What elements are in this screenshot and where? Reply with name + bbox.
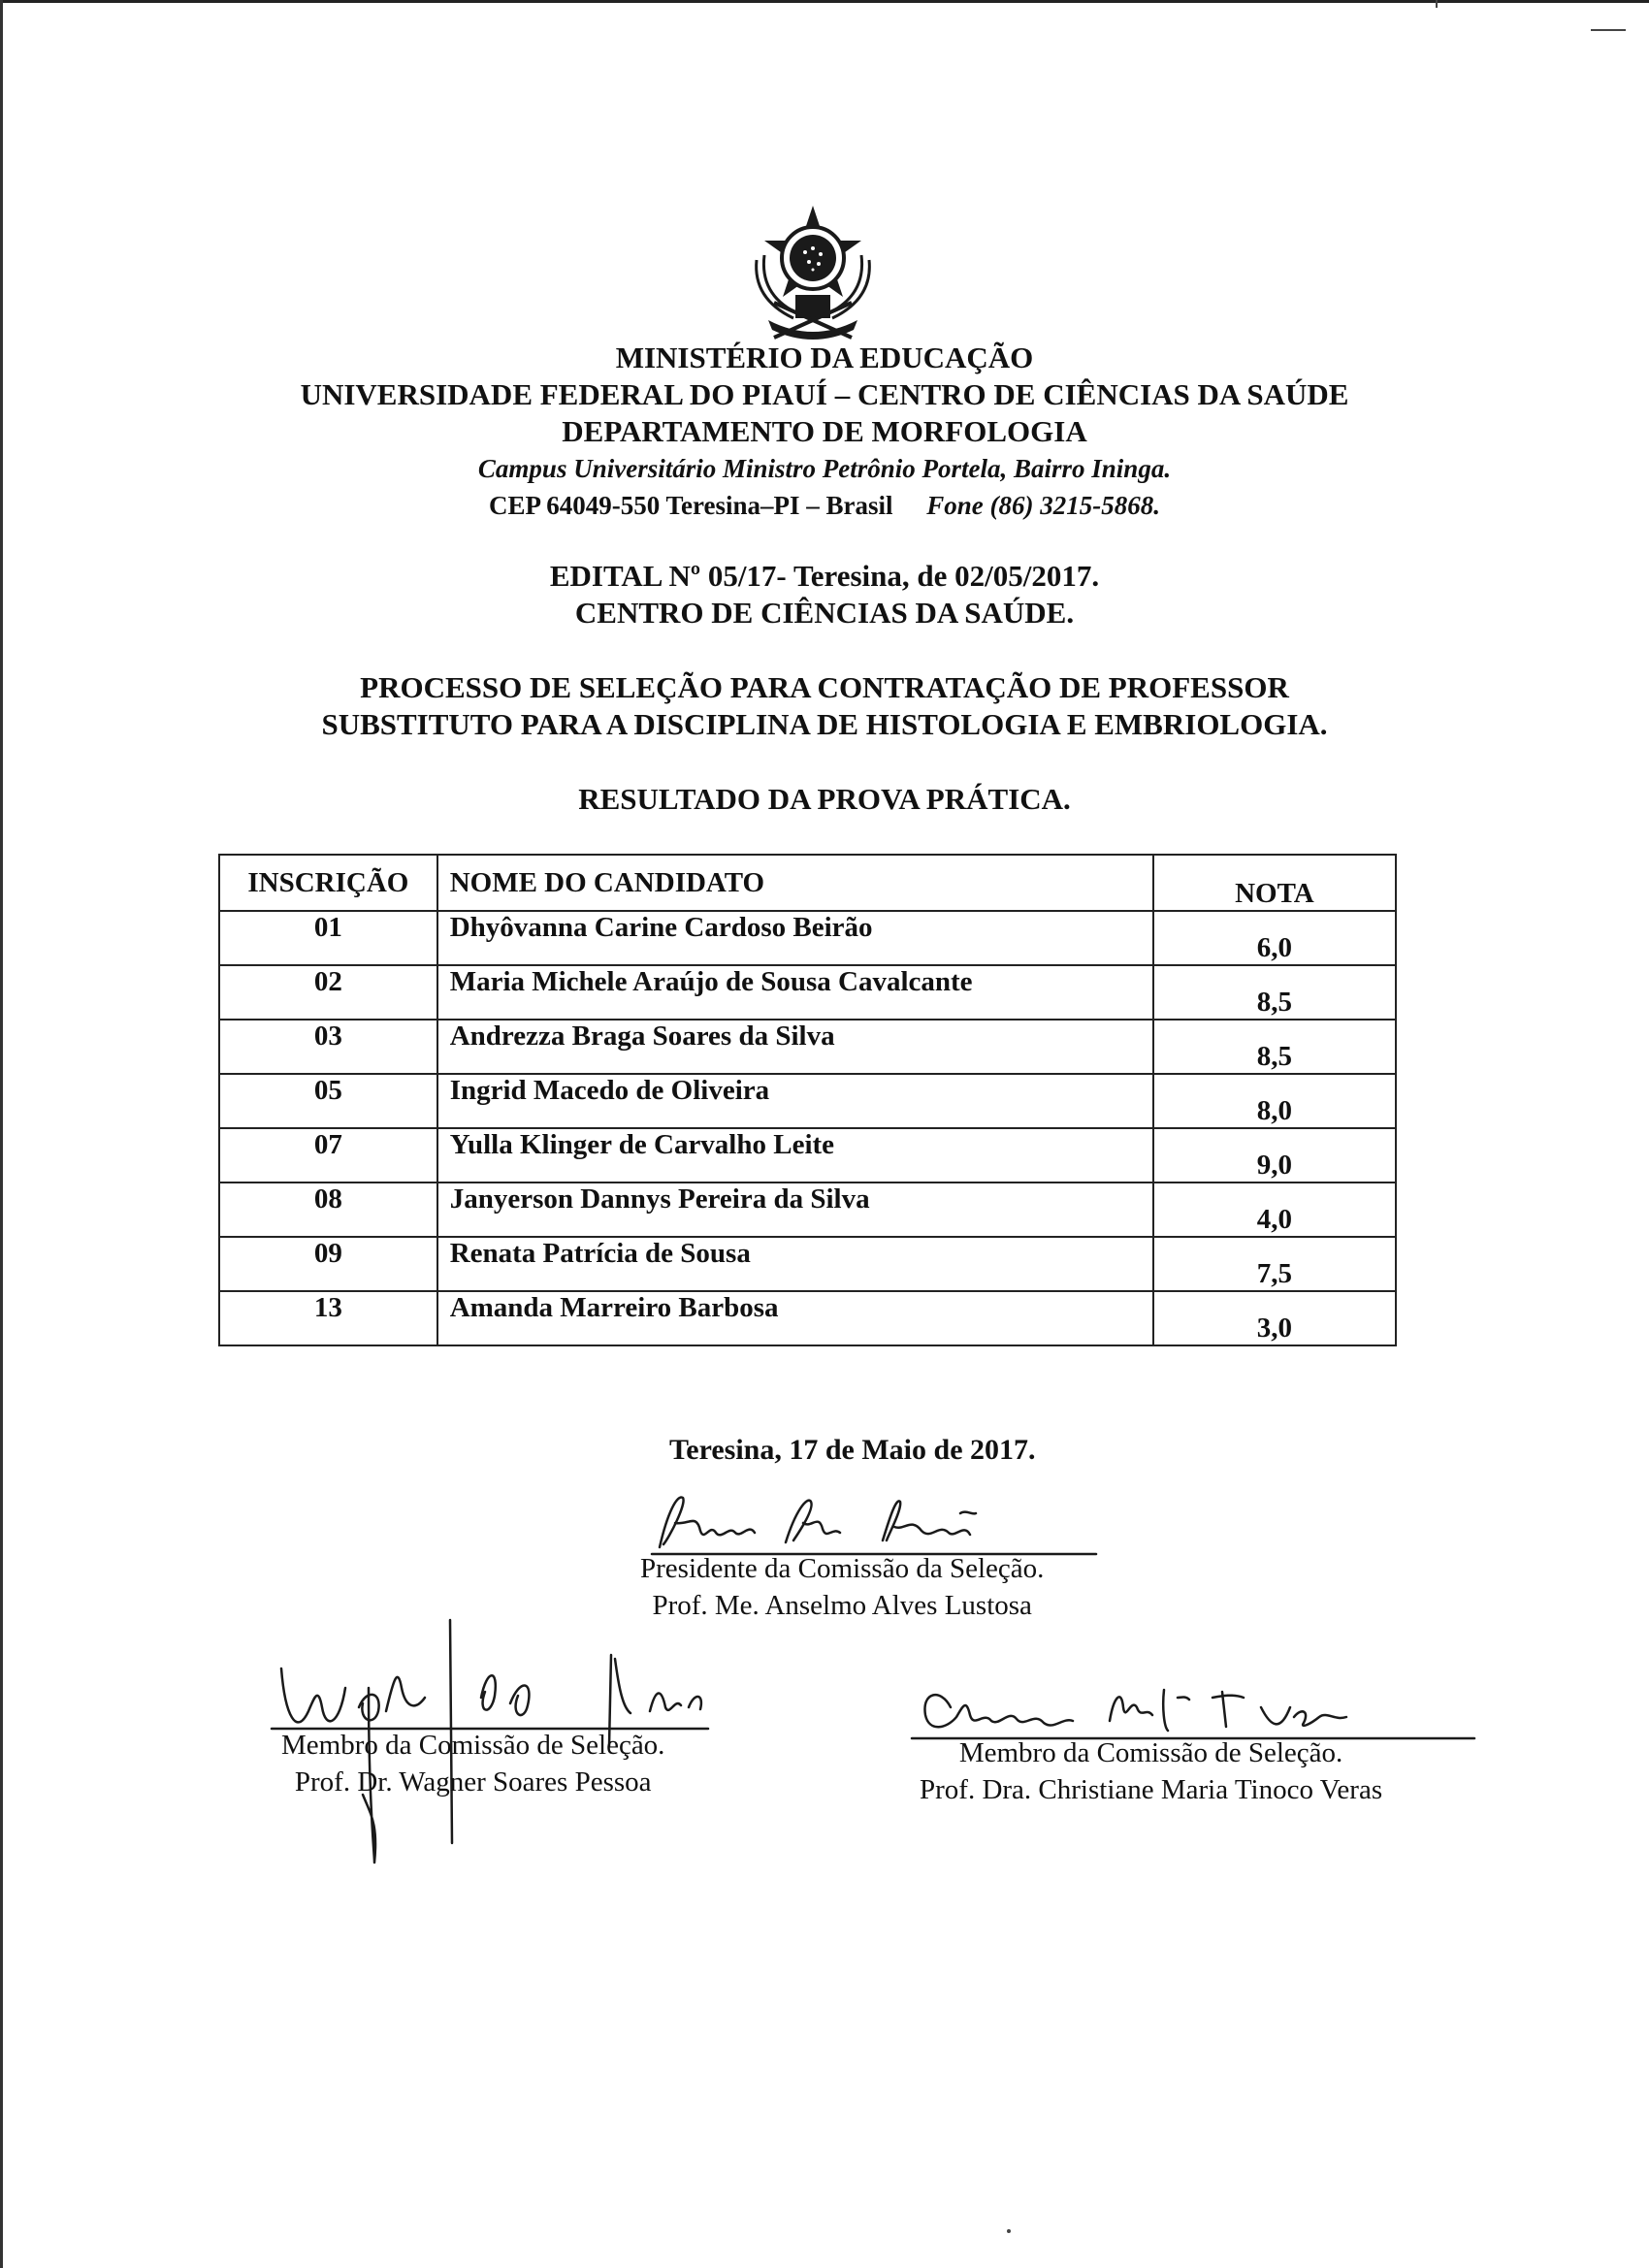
member-right-signature-block <box>920 1734 1382 1808</box>
cell-nome: Yulla Klinger de Carvalho Leite <box>437 1128 1153 1183</box>
cell-nota: 4,0 <box>1153 1183 1396 1237</box>
president-role: Presidente da Comissão da Seleção. <box>640 1553 1045 1584</box>
cell-nota: 8,5 <box>1153 965 1396 1020</box>
table-row <box>219 1020 1396 1074</box>
cell-nota: 8,5 <box>1153 1020 1396 1074</box>
cell-nota: 7,5 <box>1153 1237 1396 1291</box>
phone-number: Fone (86) 3215-5868. <box>926 491 1161 520</box>
ministry-title: MINISTÉRIO DA EDUCAÇÃO <box>615 340 1034 374</box>
cell-inscricao: 09 <box>219 1237 437 1291</box>
table-row <box>219 1128 1396 1183</box>
results-table <box>218 854 1397 1346</box>
campus-address: Campus Universitário Ministro Petrônio Portela, Bairro Ininga. <box>477 454 1172 483</box>
cell-inscricao: 13 <box>219 1291 437 1345</box>
cell-nome: Andrezza Braga Soares da Silva <box>437 1020 1153 1074</box>
cell-nota: 6,0 <box>1153 911 1396 965</box>
president-name: Prof. Me. Anselmo Alves Lustosa <box>652 1590 1032 1621</box>
cell-nota: 3,0 <box>1153 1291 1396 1345</box>
edital-block <box>291 558 1358 632</box>
process-title-line1: PROCESSO DE SELEÇÃO PARA CONTRATAÇÃO DE PROFESSOR <box>360 670 1289 704</box>
cell-inscricao: 08 <box>219 1183 437 1237</box>
member-left-name: Prof. Dr. Wagner Soares Pessoa <box>294 1766 652 1798</box>
cell-nota: 9,0 <box>1153 1128 1396 1183</box>
member-right-name: Prof. Dra. Christiane Maria Tinoco Veras <box>920 1774 1383 1805</box>
cell-inscricao: 05 <box>219 1074 437 1128</box>
table-row <box>219 1183 1396 1237</box>
institution-header <box>194 340 1455 524</box>
cell-inscricao: 02 <box>219 965 437 1020</box>
table-row <box>219 1237 1396 1291</box>
scan-edge <box>0 0 1649 3</box>
university-title: UNIVERSIDADE FEDERAL DO PIAUÍ – CENTRO DE CIÊNCIAS DA SAÚDE <box>300 377 1349 411</box>
member-right-role: Membro da Comissão de Seleção. <box>958 1737 1343 1768</box>
scan-mark <box>1591 29 1626 31</box>
cep-address: CEP 64049-550 Teresina–PI – Brasil <box>488 491 893 520</box>
table-row <box>219 965 1396 1020</box>
header-nota: NOTA <box>1153 855 1396 911</box>
cell-nome: Dhyôvanna Carine Cardoso Beirão <box>437 911 1153 965</box>
member-left-role: Membro da Comissão de Seleção. <box>281 1730 665 1761</box>
cell-inscricao: 01 <box>219 911 437 965</box>
scan-mark <box>1007 2229 1011 2233</box>
cell-nome: Amanda Marreiro Barbosa <box>437 1291 1153 1345</box>
member-left-signature-block <box>281 1727 664 1800</box>
cell-nome: Maria Michele Araújo de Sousa Cavalcante <box>437 965 1153 1020</box>
cell-nome: Ingrid Macedo de Oliveira <box>437 1074 1153 1128</box>
header-inscricao: INSCRIÇÃO <box>219 855 437 911</box>
header-nome: NOME DO CANDIDATO <box>437 855 1153 911</box>
cell-inscricao: 07 <box>219 1128 437 1183</box>
result-title: RESULTADO DA PROVA PRÁTICA. <box>578 782 1071 816</box>
cell-nome: Renata Patrícia de Sousa <box>437 1237 1153 1291</box>
edital-center: CENTRO DE CIÊNCIAS DA SAÚDE. <box>574 596 1075 630</box>
cell-inscricao: 03 <box>219 1020 437 1074</box>
place-date: Teresina, 17 de Maio de 2017. <box>669 1434 1036 1466</box>
scan-edge <box>0 0 3 2268</box>
table-row <box>219 911 1396 965</box>
department-title: DEPARTAMENTO DE MORFOLOGIA <box>562 414 1087 448</box>
scan-mark <box>1436 0 1438 8</box>
cell-nota: 8,0 <box>1153 1074 1396 1128</box>
process-title-block <box>194 669 1455 743</box>
result-title-block <box>291 781 1358 818</box>
edital-number: EDITAL Nº 05/17- Teresina, de 02/05/2017. <box>549 559 1100 593</box>
table-row <box>219 1291 1396 1345</box>
process-title-line2: SUBSTITUTO PARA A DISCIPLINA DE HISTOLOGIA E EMBRIOLOGIA. <box>321 707 1328 741</box>
table-header-row <box>219 855 1396 911</box>
cell-nome: Janyerson Dannys Pereira da Silva <box>437 1183 1153 1237</box>
contact-line <box>194 487 1455 524</box>
brazil-coat-of-arms-icon <box>735 202 890 347</box>
table-row <box>219 1074 1396 1128</box>
